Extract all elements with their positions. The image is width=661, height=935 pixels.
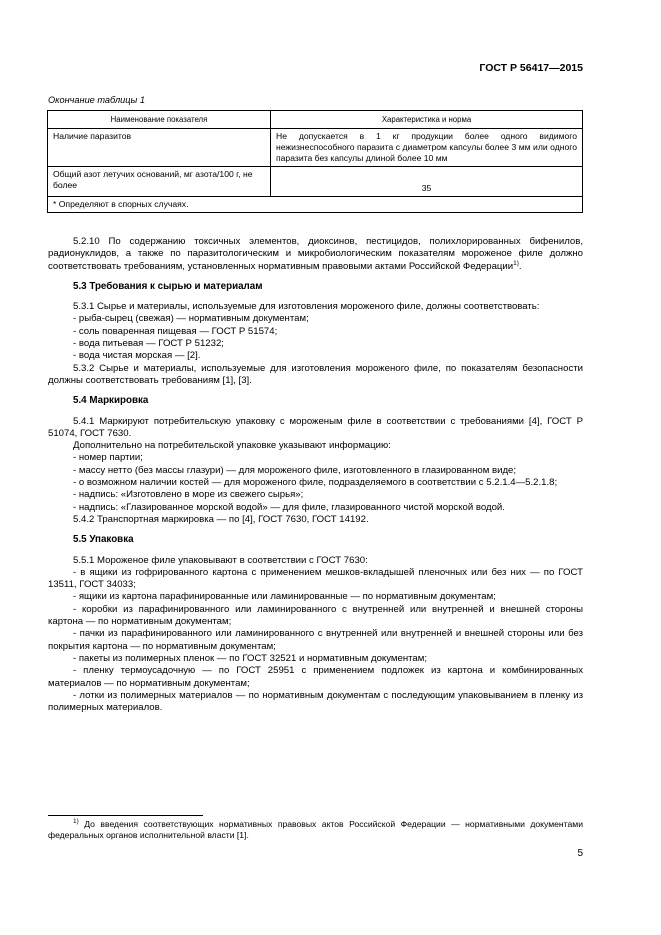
document-body <box>48 236 583 714</box>
list-item: - надпись: «Глазированное морской водой» — для филе, глазированного чистой морской водой. <box>73 501 505 513</box>
footnote-mark: 1) <box>73 818 79 825</box>
paragraph-5-4-1: 5.4.1 Маркируют потребительскую упаковку с мороженым филе в соответствии с требованиями [4], ГОСТ Р 51074, ГОСТ 7630. <box>48 415 583 439</box>
page-footnote <box>48 819 583 841</box>
table-footnote: * Определяют в спорных случаях. <box>48 197 583 213</box>
list-item: - пленку термоусадочную — по ГОСТ 25951 с применением подложек из картона и комбинированных материалов — по нормативным документам; <box>48 665 583 689</box>
list-item: - в ящики из гофрированного картона с применением мешков-вкладышей пленочных или без них — по ГОСТ 13511, ГОСТ 34033; <box>48 566 583 591</box>
paragraph-5-2-10 <box>48 236 583 273</box>
paragraph-5-5-1: 5.5.1 Мороженое филе упаковывают в соответствии с ГОСТ 7630: <box>73 554 368 566</box>
list-item: - соль поваренная пищевая — ГОСТ Р 51574; <box>73 325 278 337</box>
list-item: - массу нетто (без массы глазури) — для мороженого филе, изготовленного в глазированном виде; <box>73 464 517 476</box>
list-item: - вода питьевая — ГОСТ Р 51232; <box>73 338 224 350</box>
requirements-table <box>47 110 583 213</box>
list-item: - о возможном наличии костей — для мороженого филе, подразделяемого в соответствии с 5.2.1.4—5.2.1.8; <box>73 477 558 489</box>
column-header-indicator: Наименование показателя <box>48 111 271 129</box>
paragraph-end: . <box>518 260 522 272</box>
footnote-separator <box>48 815 203 816</box>
section-heading-5-3: 5.3 Требования к сырью и материалам <box>73 280 263 292</box>
footnote-text: До введения соответствующих нормативных правовых актов Российской Федерации — нормативными документами федеральных органов исполнительной власти [1]. <box>48 819 583 840</box>
table-footnote-row <box>48 197 583 213</box>
paragraph-5-4-1b: Дополнительно на потребительской упаковке указывают информацию: <box>73 440 391 452</box>
section-heading-5-5: 5.5 Упаковка <box>73 534 134 546</box>
list-item: - рыба-сырец (свежая) — нормативным документам; <box>73 313 309 325</box>
list-item: - надпись: «Изготовлено в море из свежего сырья»; <box>73 489 304 501</box>
page-number: 5 <box>577 848 583 859</box>
table-row <box>48 129 583 167</box>
column-header-norm: Характеристика и норма <box>271 111 583 129</box>
table-row <box>48 167 583 197</box>
list-item: - вода чистая морская — [2]. <box>73 350 201 362</box>
paragraph-5-4-2: 5.4.2 Транспортная маркировка — по [4], ГОСТ 7630, ГОСТ 14192. <box>73 513 369 525</box>
list-item: - номер партии; <box>73 452 143 464</box>
list-item: - пакеты из полимерных пленок — по ГОСТ 32521 и нормативным документам; <box>73 652 428 664</box>
paragraph-5-3-1: 5.3.1 Сырье и материалы, используемые для изготовления мороженого филе, должны соответствовать: <box>73 301 540 313</box>
paragraph-text: 5.2.10 По содержанию токсичных элементов, диоксинов, пестицидов, полихлорированных бифенилов, радионуклидов, а также по паразитологическим и микробиологическим показателям мороженое филе должно соответствовать требованиям, установленных нормативным правовыми актами Российской Федерации <box>48 236 583 272</box>
list-item: - лотки из полимерных материалов — по нормативным документам с последующим упаковыванием в пленку из полимерных материалов. <box>48 689 583 714</box>
section-heading-5-4: 5.4 Маркировка <box>73 395 149 407</box>
footnote-ref: 1) <box>513 259 519 267</box>
list-item: - пачки из парафинированного или ламинированного с внутренней или внутренней и внешней стороны или без покрытия картона — по нормативным документам; <box>48 628 583 652</box>
list-item: - коробки из парафинированного или ламинированного с внутренней или внутренней и внешней стороны картона — по нормативным документам; <box>48 603 583 628</box>
list-item: - ящики из картона парафинированные или ламинированные — по нормативным документам; <box>73 591 496 603</box>
table-header-row <box>48 111 583 129</box>
row-value: Не допускается в 1 кг продукции более одного видимого нежизнеспособного паразита с диаметром капсулы более 3 мм или одного паразита без капсулы длиной более 10 мм <box>271 129 583 167</box>
paragraph-5-3-2: 5.3.2 Сырье и материалы, используемые для изготовления мороженого филе, по показателям безопасности должны соответствовать требованиям [1], [3]. <box>48 362 583 386</box>
row-value: 35 <box>271 167 583 197</box>
row-name: Наличие паразитов <box>48 129 271 167</box>
table-caption: Окончание таблицы 1 <box>48 95 145 105</box>
row-name: Общий азот летучих оснований, мг азота/100 г, не более <box>48 167 271 197</box>
standard-designation: ГОСТ Р 56417—2015 <box>479 62 583 74</box>
